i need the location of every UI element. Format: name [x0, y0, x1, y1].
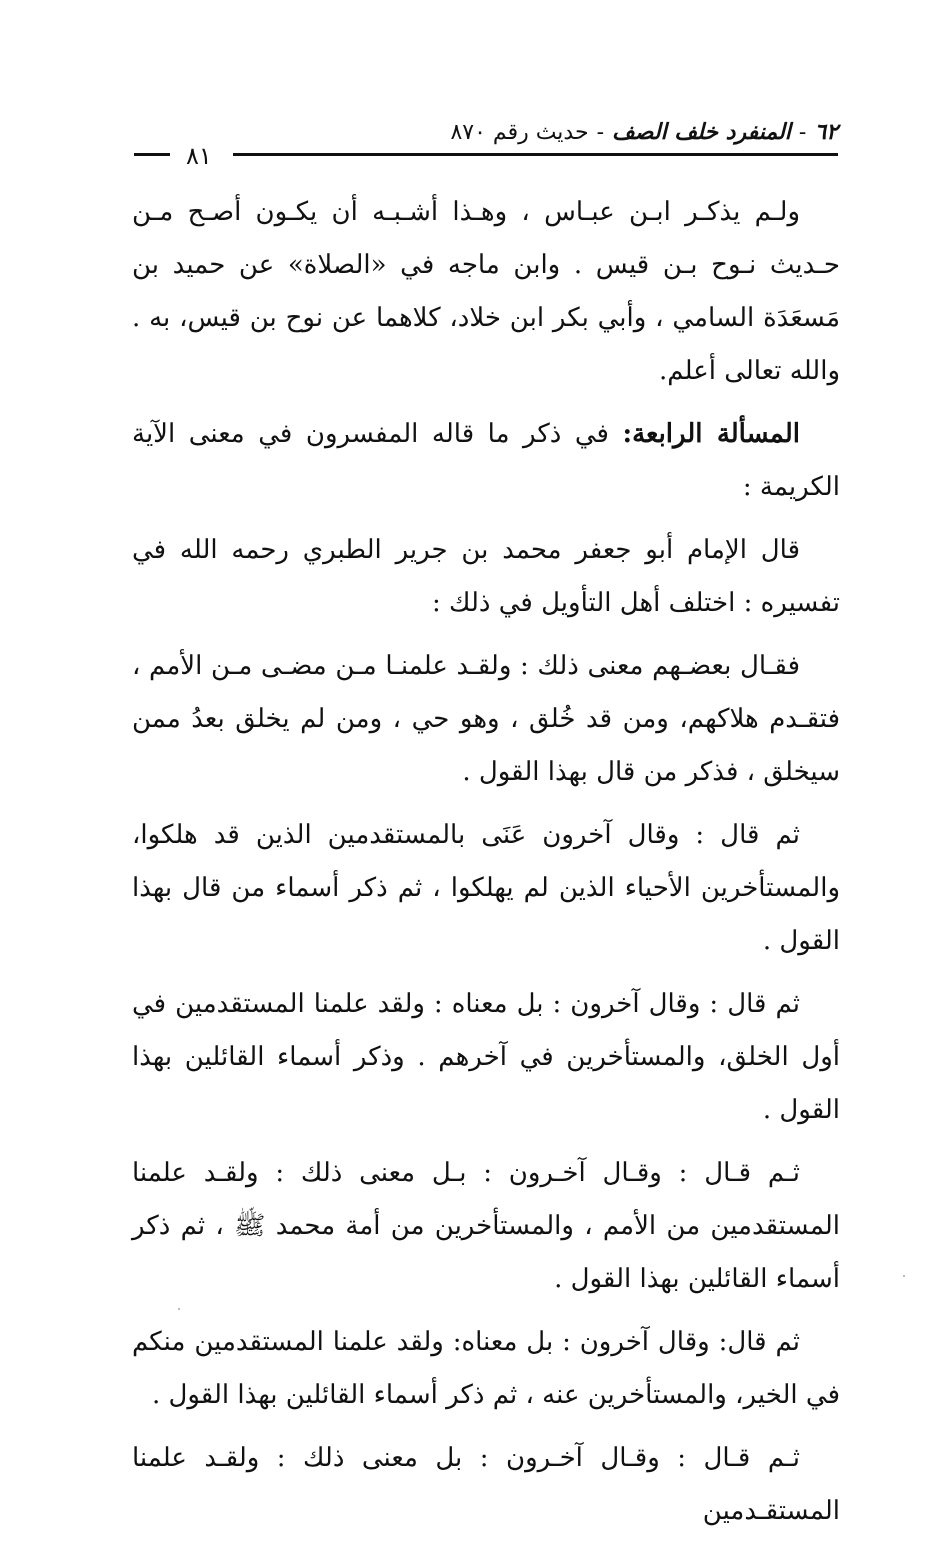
header-separator: - [798, 119, 807, 145]
running-header [440, 112, 838, 152]
paragraph [132, 186, 840, 398]
paragraph-text: ثـم قـال : وقـال آخـرون : بل معنى ذلك : ولقـد علمنا المستقـدمين [132, 1443, 840, 1526]
header-series-number: ٦٢ [814, 119, 838, 145]
paragraph [132, 640, 840, 799]
paragraph-text: ولـم يذكـر ابـن عبـاس ، وهـذا أشـبـه أن يكـون أصـح مـن حـديث نـوح بـن قيس . وابن ماجه في «الصلاة» عن حميد بن مَسعَدَة السامي ، وأبي بكر ابن خلاد، كلاهما عن نوح بن قيس، به . والله تعالى أعلم. [132, 197, 840, 386]
paragraph-text: قال الإمام أبو جعفر محمد بن جرير الطبري رحمه الله في تفسيره : اختلف أهل التأويل في ذلك : [132, 535, 840, 618]
header-rule-short [134, 153, 170, 156]
paragraph [132, 978, 840, 1137]
paragraph-text: فقـال بعضـهم معنى ذلك : ولقـد علمنـا مـن مضـى مـن الأمم ، فتقـدم هلاكهم، ومن قد خُلق ، وهو حي ، ومن لم يخلق بعدُ ممن سيخلق ، فذكر من قال بهذا القول . [132, 651, 841, 787]
body-text [132, 186, 840, 1548]
paragraph-text: ثـم قـال : وقـال آخـرون : بـل معنى ذلك : ولقـد علمنا المستقدمين من الأمم ، والمستأخرين من أمة محمد ﷺ ، ثم ذكر أسماء القائلين بهذا القول . [132, 1158, 840, 1294]
paragraph [132, 1432, 840, 1538]
paragraph-text: في ذكر ما قاله المفسرون في معنى الآية الكريمة : [132, 419, 840, 502]
paragraph [132, 524, 840, 630]
paragraph-text: ثم قال : وقال آخرون : بل معناه : ولقد علمنا المستقدمين في أول الخلق، والمستأخرين في آخرهم . وذكر أسماء القائلين بهذا القول . [132, 989, 840, 1125]
header-separator: - [596, 119, 605, 145]
paragraph-text: ثم قال : وقال آخرون عَنَى بالمستقدمين الذين قد هلكوا، والمستأخرين الأحياء الذين لم يهلكوا ، ثم ذكر أسماء من قال بهذا القول . [132, 820, 840, 956]
header-hadith-reference: حديث رقم ٨٧٠ [450, 119, 589, 145]
scan-speck [178, 1308, 180, 1310]
paragraph [132, 1147, 840, 1306]
paragraph-lead: المسألة الرابعة: [622, 419, 800, 449]
paragraph-text: ثم قال: وقال آخرون : بل معناه: ولقد علمنا المستقدمين منكم في الخير، والمستأخرين عنه ، ثم ذكر أسماء القائلين بهذا القول . [132, 1327, 840, 1410]
paragraph [132, 408, 840, 514]
paragraph [132, 809, 840, 968]
scan-speck [903, 1275, 905, 1277]
header-book-title: المنفرد خلف الصف [612, 119, 791, 145]
page-number: ٨١ [186, 142, 212, 170]
header-rule [233, 153, 838, 156]
paragraph [132, 1316, 840, 1422]
